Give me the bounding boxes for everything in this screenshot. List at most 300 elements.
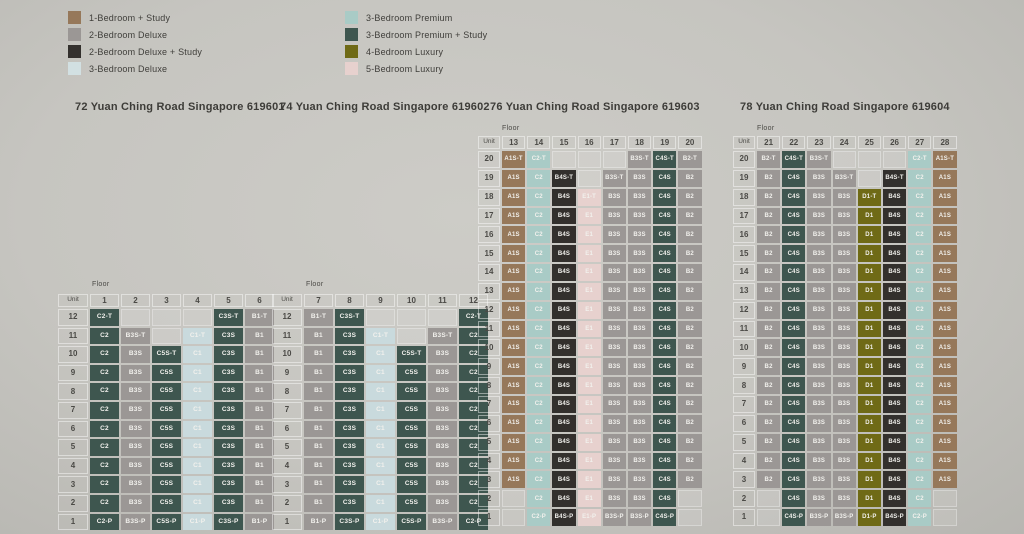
unit-cell: B4S [552,434,575,451]
unit-cell: B4S [552,321,575,338]
floor-number-label: 4 [272,458,302,475]
unit-cell: C1 [183,458,212,475]
floor-number-label: 7 [478,396,500,413]
empty-cell [757,490,780,507]
unit-cell: C2-P [90,514,119,531]
unit-cell: B3S [628,302,651,319]
unit-cell: C1 [183,365,212,382]
unit-cell: B3S [833,264,856,281]
unit-cell: B3S [807,377,830,394]
legend-label: 3-Bedroom Premium + Study [366,29,488,40]
unit-cell: C4S [782,264,805,281]
unit-cell: A1S [502,321,525,338]
floor-number-label: 11 [58,328,88,345]
unit-cell: C2 [459,439,488,456]
unit-number-header: 24 [833,136,856,149]
unit-cell: C4S [782,321,805,338]
unit-cell: B3S [603,321,626,338]
unit-cell: B3S [833,245,856,262]
unit-cell: C2-P [527,509,550,526]
unit-cell: C1 [183,383,212,400]
unit-cell: B4S [883,245,906,262]
unit-cell: A1S [502,339,525,356]
unit-cell: B1 [304,458,333,475]
unit-cell: B2 [757,471,780,488]
unit-number-header: 10 [397,294,426,307]
unit-cell: C4S-P [653,509,676,526]
unit-cell: E1-T [578,189,601,206]
unit-cell: C3S [335,495,364,512]
unit-cell: A1S [933,396,956,413]
unit-cell: C3S [335,346,364,363]
unit-cell: D1 [858,490,881,507]
unit-cell: B3S [807,245,830,262]
unit-cell: C4S-P [782,509,805,526]
unit-cell: C3S-T [335,309,364,326]
unit-cell: C1 [183,402,212,419]
unit-number-header: 14 [527,136,550,149]
unit-cell: C4S [653,208,676,225]
unit-cell: C3S [335,328,364,345]
unit-cell: A1S [502,170,525,187]
unit-cell: B2 [678,321,701,338]
empty-cell [428,309,457,326]
unit-cell: B1 [245,365,274,382]
unit-cell: C1 [366,365,395,382]
unit-cell: C2 [908,377,931,394]
unit-cell: C5S [152,439,181,456]
floor-number-label: 7 [58,402,88,419]
unit-cell: C2 [908,358,931,375]
unit-cell: B4S [883,453,906,470]
unit-cell: B2 [678,415,701,432]
unit-cell: B3S [833,471,856,488]
unit-cell: B2 [678,170,701,187]
legend-item [68,26,345,43]
unit-cell: C3S [335,402,364,419]
unit-cell: B3S [628,283,651,300]
floor-number-label: 8 [478,377,500,394]
unit-cell: C2 [527,471,550,488]
unit-cell: C4S [653,377,676,394]
floor-number-label: 20 [478,151,500,168]
unit-cell: B2 [757,434,780,451]
unit-cell: C3S [214,476,243,493]
unit-cell: D1 [858,226,881,243]
unit-cell: C3S [214,495,243,512]
unit-cell: C3S [214,421,243,438]
unit-cell: C4S [653,471,676,488]
unit-cell: B2 [757,453,780,470]
floor-number-label: 12 [478,302,500,319]
unit-number-header: 11 [428,294,457,307]
legend-label: 1-Bedroom + Study [89,12,171,23]
unit-cell: B4S-T [552,170,575,187]
unit-cell: C1 [366,402,395,419]
unit-cell: C2 [459,328,488,345]
legend-item [345,26,487,43]
unit-cell: C5S-P [397,514,426,531]
unit-cell: B3S [428,365,457,382]
legend-item [68,60,345,77]
unit-cell: C1-P [366,514,395,531]
unit-cell: C2 [459,476,488,493]
unit-cell: A1S [502,226,525,243]
floor-number-label: 6 [272,421,302,438]
unit-cell: C5S-P [152,514,181,531]
unit-cell: B4S [883,302,906,319]
legend-swatch [345,62,358,75]
unit-cell: C4S [653,245,676,262]
unit-cell: C2 [90,365,119,382]
unit-cell: A1S [502,415,525,432]
unit-number-header: 1 [90,294,119,307]
empty-cell [933,509,956,526]
unit-cell: A1S [502,208,525,225]
unit-number-header: 28 [933,136,956,149]
stack-grid [478,136,702,526]
unit-cell: B4S [883,264,906,281]
unit-cell: B1 [245,439,274,456]
unit-cell: C2 [908,283,931,300]
unit-cell: B4S [552,415,575,432]
unit-cell: B1 [245,421,274,438]
unit-number-header: 13 [502,136,525,149]
unit-cell: C4S [653,453,676,470]
unit-cell: B3S [603,358,626,375]
unit-cell: C4S [653,264,676,281]
unit-cell: C2 [527,396,550,413]
unit-cell: C4S [782,170,805,187]
unit-cell: C1-T [366,328,395,345]
unit-cell: B4S [552,283,575,300]
unit-cell: C2-T [90,309,119,326]
unit-cell: E1 [578,264,601,281]
unit-cell: C2 [527,358,550,375]
unit-cell: B4S-P [883,509,906,526]
unit-cell: B3S [807,339,830,356]
floor-number-label: 11 [733,321,755,338]
unit-number-header: 19 [653,136,676,149]
unit-cell: B3S [833,453,856,470]
empty-cell [121,309,150,326]
floor-axis-label: Floor [757,125,775,132]
floor-number-label: 10 [272,346,302,363]
floor-number-label: 11 [272,328,302,345]
unit-cell: B2 [678,339,701,356]
floor-number-label: 9 [733,358,755,375]
unit-cell: C2-T [908,151,931,168]
unit-cell: B3S [628,321,651,338]
unit-cell: B3S [428,495,457,512]
floor-number-label: 15 [733,245,755,262]
unit-cell: C2 [908,302,931,319]
unit-cell: B4S [552,226,575,243]
unit-cell: B2 [757,208,780,225]
unit-cell: E1 [578,358,601,375]
legend-label: 3-Bedroom Premium [366,12,453,23]
unit-cell: C5S [152,495,181,512]
unit-cell: C3S [335,458,364,475]
unit-cell: B3S [628,377,651,394]
unit-cell: B3S [603,283,626,300]
floor-number-label: 17 [478,208,500,225]
unit-cell: B3S-T [428,328,457,345]
unit-cell: B3S [121,365,150,382]
unit-cell: B2 [678,264,701,281]
unit-cell: C3S [214,328,243,345]
unit-number-header: 2 [121,294,150,307]
floor-number-label: 8 [58,383,88,400]
unit-cell: B1 [304,439,333,456]
unit-cell: B3S [807,170,830,187]
unit-cell: B3S [121,476,150,493]
unit-cell: C2 [527,170,550,187]
unit-cell: B3S [628,358,651,375]
floor-axis-label: Floor [502,125,520,132]
unit-cell: A1S [502,245,525,262]
unit-cell: B3S-T [121,328,150,345]
unit-cell: C2 [527,264,550,281]
legend-item [345,43,487,60]
unit-cell: A1S [933,358,956,375]
unit-cell: B1-T [304,309,333,326]
unit-cell: C2 [90,421,119,438]
unit-cell: B3S [807,396,830,413]
unit-cell: C2-T [527,151,550,168]
unit-cell: C5S [152,402,181,419]
unit-cell: A1S [502,189,525,206]
unit-cell: E1 [578,283,601,300]
unit-cell: C4S [782,396,805,413]
unit-number-header: 7 [304,294,333,307]
unit-cell: D1-P [858,509,881,526]
floor-number-label: 10 [478,339,500,356]
unit-cell: C2 [527,226,550,243]
unit-cell: B4S [552,245,575,262]
unit-cell: B4S [883,377,906,394]
unit-cell: A1S [933,321,956,338]
unit-cell: C4S [653,283,676,300]
legend-label: 2-Bedroom Deluxe + Study [89,46,203,57]
unit-cell: A1S [502,396,525,413]
unit-cell: B1 [304,495,333,512]
unit-cell: C4S [782,453,805,470]
unit-cell: C5S [397,439,426,456]
legend-label: 4-Bedroom Luxury [366,46,444,57]
unit-cell: C2 [527,208,550,225]
unit-cell: C2 [908,226,931,243]
unit-cell: C2 [90,346,119,363]
unit-cell: C4S [782,377,805,394]
unit-number-header: 22 [782,136,805,149]
floor-number-label: 2 [272,495,302,512]
unit-cell: C3S [335,439,364,456]
unit-number-header: 20 [678,136,701,149]
unit-cell: C3S [335,421,364,438]
unit-cell: B2 [678,189,701,206]
unit-cell: C2 [527,490,550,507]
unit-cell: C1 [366,439,395,456]
unit-number-header: 21 [757,136,780,149]
unit-cell: A1S [933,471,956,488]
unit-cell: D1 [858,377,881,394]
unit-cell: B1 [304,476,333,493]
unit-cell: A1S [933,189,956,206]
empty-cell [933,490,956,507]
unit-cell: B2 [757,358,780,375]
unit-cell: D1-T [858,189,881,206]
unit-cell: B3S-P [833,509,856,526]
block-title: 76 Yuan Ching Road Singapore 619603 [490,101,700,113]
unit-cell: B1 [304,383,333,400]
empty-cell [552,151,575,168]
empty-cell [578,151,601,168]
unit-cell: B3S [833,396,856,413]
empty-cell [578,170,601,187]
unit-cell: B4S-T [883,170,906,187]
floor-number-label: 8 [272,383,302,400]
legend-label: 5-Bedroom Luxury [366,63,444,74]
unit-cell: C2 [527,339,550,356]
unit-cell: E1 [578,434,601,451]
unit-cell: E1 [578,302,601,319]
unit-cell: B2 [678,283,701,300]
empty-cell [603,151,626,168]
floor-number-label: 3 [272,476,302,493]
unit-number-header: 6 [245,294,274,307]
unit-cell: B3S [603,226,626,243]
floor-number-label: 1 [733,509,755,526]
unit-cell: B3S [603,245,626,262]
floor-number-label: 12 [58,309,88,326]
unit-cell: C2 [527,415,550,432]
unit-cell: B3S [833,321,856,338]
legend-item [345,9,487,26]
floor-number-label: 20 [733,151,755,168]
floor-number-label: 19 [733,170,755,187]
unit-cell: B3S [428,421,457,438]
unit-cell: C5S [397,458,426,475]
unit-cell: C2 [908,471,931,488]
floor-number-label: 5 [58,439,88,456]
unit-cell: B3S [121,402,150,419]
unit-cell: E1 [578,415,601,432]
unit-cell: B1 [304,328,333,345]
unit-cell: B3S [807,490,830,507]
unit-cell: B3S [603,471,626,488]
unit-cell: B3S [833,189,856,206]
unit-cell: B4S [552,208,575,225]
unit-cell: C4S [653,170,676,187]
floor-number-label: 5 [478,434,500,451]
unit-cell: C2 [90,476,119,493]
unit-cell: C2 [90,458,119,475]
empty-cell [502,509,525,526]
unit-cell: D1 [858,358,881,375]
unit-cell: E1 [578,396,601,413]
unit-cell: B1 [245,458,274,475]
empty-cell [678,490,701,507]
unit-cell: B2 [678,358,701,375]
empty-cell [883,151,906,168]
unit-cell: B3S [603,490,626,507]
unit-cell: A1S [933,339,956,356]
unit-cell: A1S [502,302,525,319]
unit-cell: B1 [245,402,274,419]
unit-cell: A1S [502,434,525,451]
unit-cell: B4S [552,396,575,413]
unit-cell: B4S [552,471,575,488]
unit-cell: B3S [807,321,830,338]
unit-cell: C2 [527,434,550,451]
unit-cell: B4S [883,358,906,375]
unit-cell: D1 [858,245,881,262]
unit-cell: C2 [527,453,550,470]
floor-number-label: 2 [58,495,88,512]
unit-cell: C3S [214,402,243,419]
unit-cell: C1 [366,383,395,400]
unit-number-header: 27 [908,136,931,149]
unit-cell: C4S [653,226,676,243]
unit-cell: C3S-T [214,309,243,326]
unit-cell: B3S [121,439,150,456]
empty-cell [502,490,525,507]
unit-cell: C3S [335,365,364,382]
empty-cell [757,509,780,526]
floor-number-label: 5 [272,439,302,456]
unit-cell: B2 [757,189,780,206]
floor-number-label: 10 [733,339,755,356]
empty-cell [397,328,426,345]
unit-cell: C5S-T [152,346,181,363]
unit-cell: B3S [833,377,856,394]
unit-cell: C1 [366,495,395,512]
unit-cell: C2-T [459,309,488,326]
legend-swatch [345,45,358,58]
unit-cell: B2 [678,471,701,488]
unit-cell: C4S [782,339,805,356]
unit-cell: C2 [908,321,931,338]
unit-cell: A1S [933,226,956,243]
unit-cell: D1 [858,321,881,338]
empty-cell [152,309,181,326]
unit-cell: A1S [502,471,525,488]
unit-cell: C5S [152,365,181,382]
unit-cell: B2 [757,302,780,319]
unit-cell: C3S [214,346,243,363]
unit-cell: B3S [628,415,651,432]
legend-swatch [345,11,358,24]
unit-cell: B4S [552,302,575,319]
unit-axis-label: Unit [478,136,500,149]
unit-cell: C3S [335,383,364,400]
unit-cell: B3S [807,434,830,451]
unit-cell: B3S [428,458,457,475]
unit-cell: E1 [578,245,601,262]
unit-cell: A1S [933,302,956,319]
floor-number-label: 17 [733,208,755,225]
floor-number-label: 1 [478,509,500,526]
floor-number-label: 12 [733,302,755,319]
unit-cell: B1 [245,383,274,400]
floor-number-label: 4 [733,453,755,470]
floor-axis-label: Floor [92,281,110,288]
unit-cell: B4S-P [552,509,575,526]
unit-cell: B2 [757,283,780,300]
unit-cell: C2 [527,283,550,300]
unit-cell: C5S [397,421,426,438]
